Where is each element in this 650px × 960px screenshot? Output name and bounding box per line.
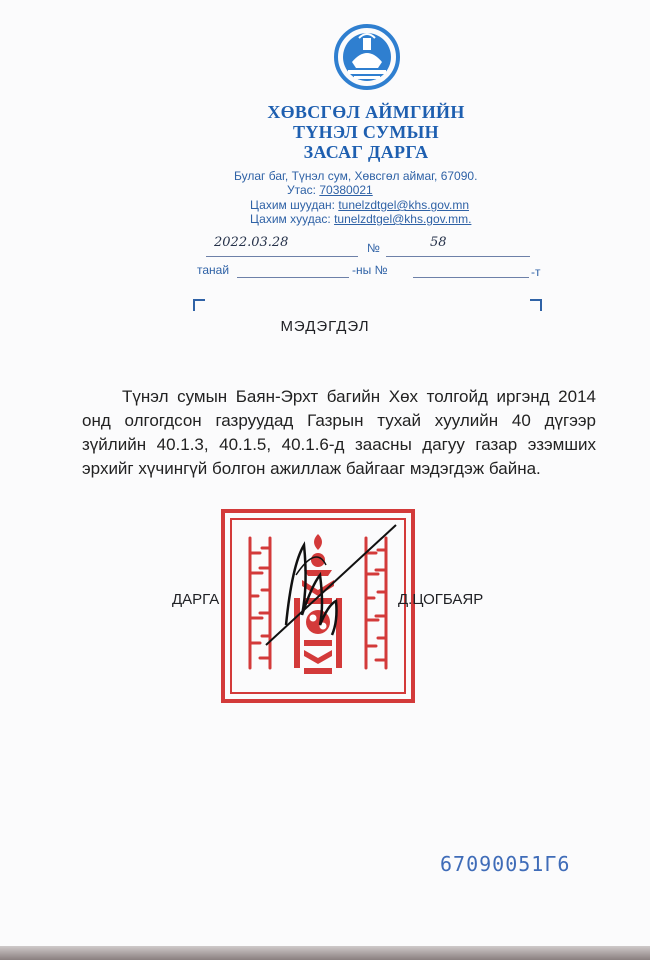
web-label: Цахим хуудас:	[250, 212, 331, 226]
state-emblem-icon	[334, 22, 400, 92]
phone-label: Утас:	[287, 183, 316, 197]
ref-number-line	[413, 277, 529, 278]
org-line-1: ХӨВСГӨЛ АЙМГИЙН	[267, 102, 465, 122]
phone-row	[287, 183, 373, 197]
body-paragraph: Түнэл сумын Баян-Эрхт багийн Хөх толгойд иргэнд 2014 онд олгогдсон газруудад Газрын тухай хуулийн 40 дүгээр зүйлийн 40.1.3, 40.1.5, 40.1.6-д заасны дагуу газар эзэмших эрхийг хүчингүй болгон ажиллаж байгааг мэдэгдэж байна.	[82, 387, 596, 478]
tanai-line	[237, 277, 349, 278]
serial-number: 67090051Г6	[440, 852, 571, 876]
page-edge	[0, 946, 650, 960]
number-handwritten: 58	[430, 235, 447, 250]
date-handwritten: 2022.03.28	[214, 235, 289, 250]
signer-title: ДАРГА	[172, 591, 220, 608]
t-label: -т	[531, 265, 541, 279]
email-label: Цахим шуудан:	[250, 198, 335, 212]
org-line-3: ЗАСАГ ДАРГА	[303, 142, 429, 162]
tanai-label: танай	[197, 263, 230, 277]
org-line-2: ТҮНЭЛ СУМЫН	[293, 122, 439, 142]
email-link[interactable]: tunelzdtgel@khs.gov.mn	[338, 198, 470, 212]
web-row	[250, 212, 471, 226]
phone-number: 70380021	[319, 183, 373, 197]
date-line	[206, 256, 358, 257]
web-link[interactable]: tunelzdtgel@khs.gov.mm.	[334, 212, 472, 226]
address: Булаг баг, Түнэл сум, Хөвсгөл аймаг, 67090.	[234, 169, 478, 183]
number-line	[386, 256, 530, 257]
corner-mark-left	[193, 299, 205, 311]
ny-label: -ны №	[352, 263, 388, 277]
email-row	[250, 198, 469, 212]
signer-name: Д.ЦОГБАЯР	[398, 591, 484, 608]
corner-mark-right	[530, 299, 542, 311]
number-label: №	[367, 241, 380, 255]
handwritten-signature-icon	[226, 505, 416, 655]
body-text	[82, 385, 596, 481]
document-title: МЭДЭГДЭЛ	[280, 318, 370, 335]
